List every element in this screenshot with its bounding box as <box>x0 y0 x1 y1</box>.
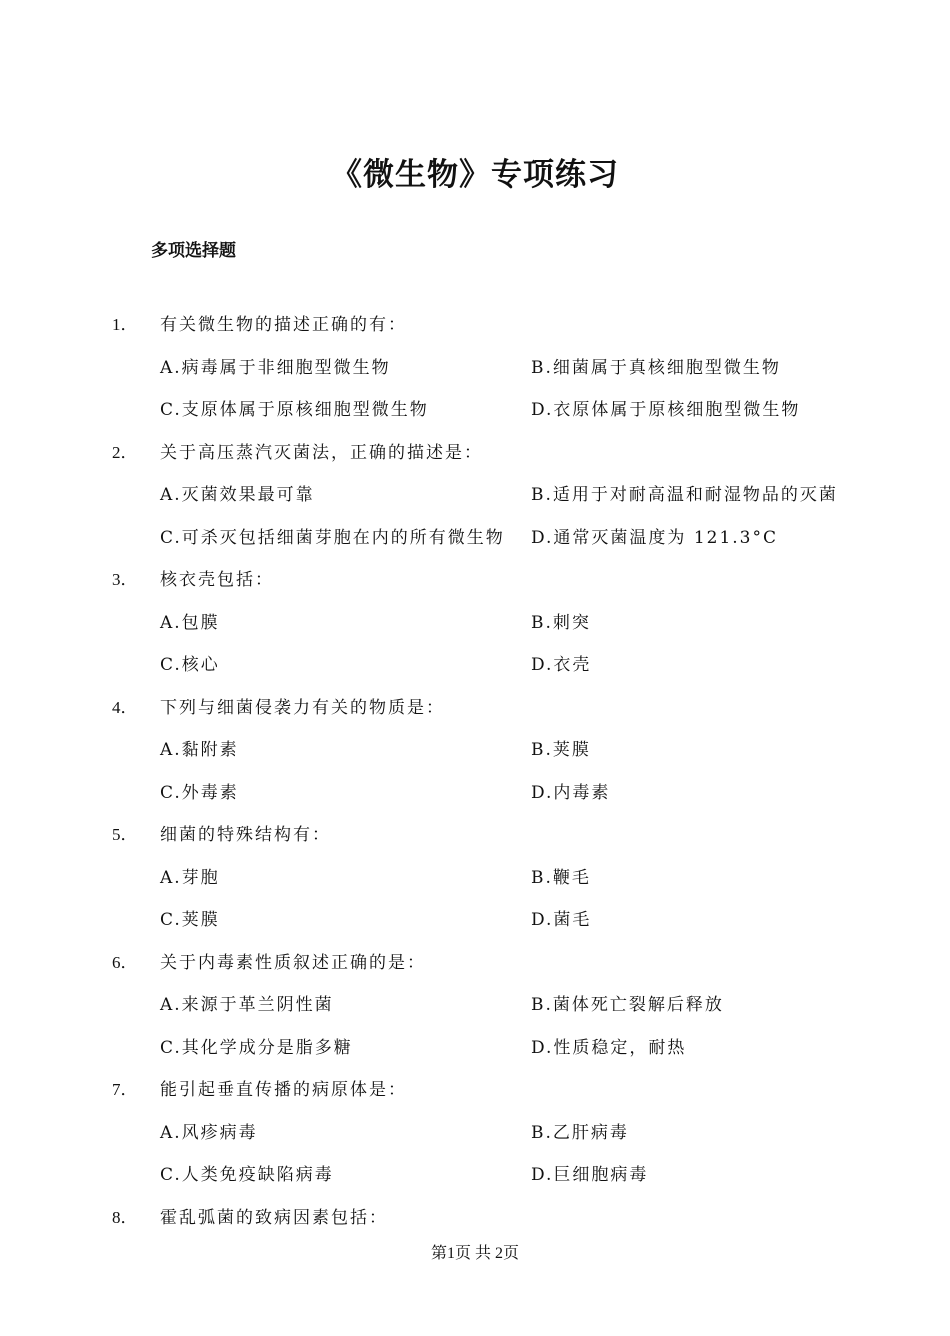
question-number: 4． <box>112 697 138 717</box>
option-row <box>0 648 950 691</box>
option-row <box>0 733 950 776</box>
question-stem: 有关微生物的描述正确的有： <box>160 315 407 335</box>
option-row <box>0 1031 950 1074</box>
option-row <box>0 478 950 521</box>
question-item <box>0 818 950 946</box>
option-c: C.人类免疫缺陷病毒 <box>160 1165 334 1185</box>
option-b: B.乙肝病毒 <box>531 1122 629 1143</box>
option-a: A.病毒属于非细胞型微生物 <box>160 357 391 378</box>
option-c: C.外毒素 <box>160 782 239 803</box>
option-b: B.鞭毛 <box>531 867 591 888</box>
option-row <box>0 861 950 904</box>
question-stem: 核衣壳包括： <box>160 570 274 590</box>
option-d: D.性质稳定，耐热 <box>531 1037 687 1058</box>
option-c: C.核心 <box>160 655 220 675</box>
option-d: D.衣壳 <box>531 655 592 675</box>
option-row <box>0 988 950 1031</box>
question-stem: 关于内毒素性质叙述正确的是： <box>160 952 426 973</box>
question-number: 2． <box>112 442 138 462</box>
page-footer: 第1页 共 2页 <box>430 1245 519 1262</box>
section-heading: 多项选择题 <box>151 241 236 261</box>
question-number: 8． <box>112 1207 138 1227</box>
option-row <box>0 1116 950 1159</box>
option-a: A.芽胞 <box>160 867 220 888</box>
document-title: 《微生物》专项练习 <box>331 157 619 193</box>
question-stem: 关于高压蒸汽灭菌法，正确的描述是： <box>160 442 483 463</box>
question-item <box>0 308 950 436</box>
question-stem: 能引起垂直传播的病原体是： <box>160 1080 407 1100</box>
question-number: 6． <box>112 952 138 972</box>
option-d: D.通常灭菌温度为 121.3°C <box>531 527 779 548</box>
question-number: 5． <box>112 825 138 844</box>
option-row <box>0 776 950 819</box>
question-row <box>0 563 950 606</box>
question-row <box>0 436 950 479</box>
question-list <box>0 308 950 1243</box>
question-stem: 下列与细菌侵袭力有关的物质是： <box>160 697 445 718</box>
option-b: B.菌体死亡裂解后释放 <box>531 995 724 1015</box>
option-a: A.包膜 <box>160 612 220 633</box>
question-row <box>0 308 950 351</box>
option-a: A.黏附素 <box>160 740 239 760</box>
question-row <box>0 818 950 861</box>
question-stem: 细菌的特殊结构有： <box>160 825 331 845</box>
option-d: D.菌毛 <box>531 910 592 930</box>
question-row <box>0 691 950 734</box>
option-b: B.荚膜 <box>531 740 591 760</box>
question-item <box>0 1073 950 1201</box>
option-a: A.风疹病毒 <box>160 1122 258 1143</box>
question-row <box>0 946 950 989</box>
option-row <box>0 351 950 394</box>
option-d: D.巨细胞病毒 <box>531 1165 649 1185</box>
question-row <box>0 1201 950 1244</box>
question-stem: 霍乱弧菌的致病因素包括： <box>160 1207 388 1228</box>
option-d: D.内毒素 <box>531 782 611 803</box>
question-item <box>0 563 950 691</box>
option-a: A.来源于革兰阴性菌 <box>160 995 334 1015</box>
question-item <box>0 1201 950 1244</box>
question-number: 7． <box>112 1080 138 1099</box>
option-row <box>0 521 950 564</box>
question-item <box>0 691 950 819</box>
option-c: C.荚膜 <box>160 910 220 930</box>
option-row <box>0 1158 950 1201</box>
option-a: A.灭菌效果最可靠 <box>160 485 315 505</box>
question-number: 1． <box>112 315 138 334</box>
option-b: B.细菌属于真核细胞型微生物 <box>531 357 781 378</box>
question-item <box>0 946 950 1074</box>
question-item <box>0 436 950 564</box>
option-c: C.其化学成分是脂多糖 <box>160 1037 353 1058</box>
option-c: C.可杀灭包括细菌芽胞在内的所有微生物 <box>160 527 505 548</box>
option-b: B.适用于对耐高温和耐湿物品的灭菌 <box>531 485 838 505</box>
option-c: C.支原体属于原核细胞型微生物 <box>160 400 429 420</box>
option-d: D.衣原体属于原核细胞型微生物 <box>531 400 801 420</box>
option-row <box>0 903 950 946</box>
option-row <box>0 393 950 436</box>
option-row <box>0 606 950 649</box>
question-row <box>0 1073 950 1116</box>
question-number: 3． <box>112 570 138 589</box>
option-b: B.刺突 <box>531 612 591 633</box>
